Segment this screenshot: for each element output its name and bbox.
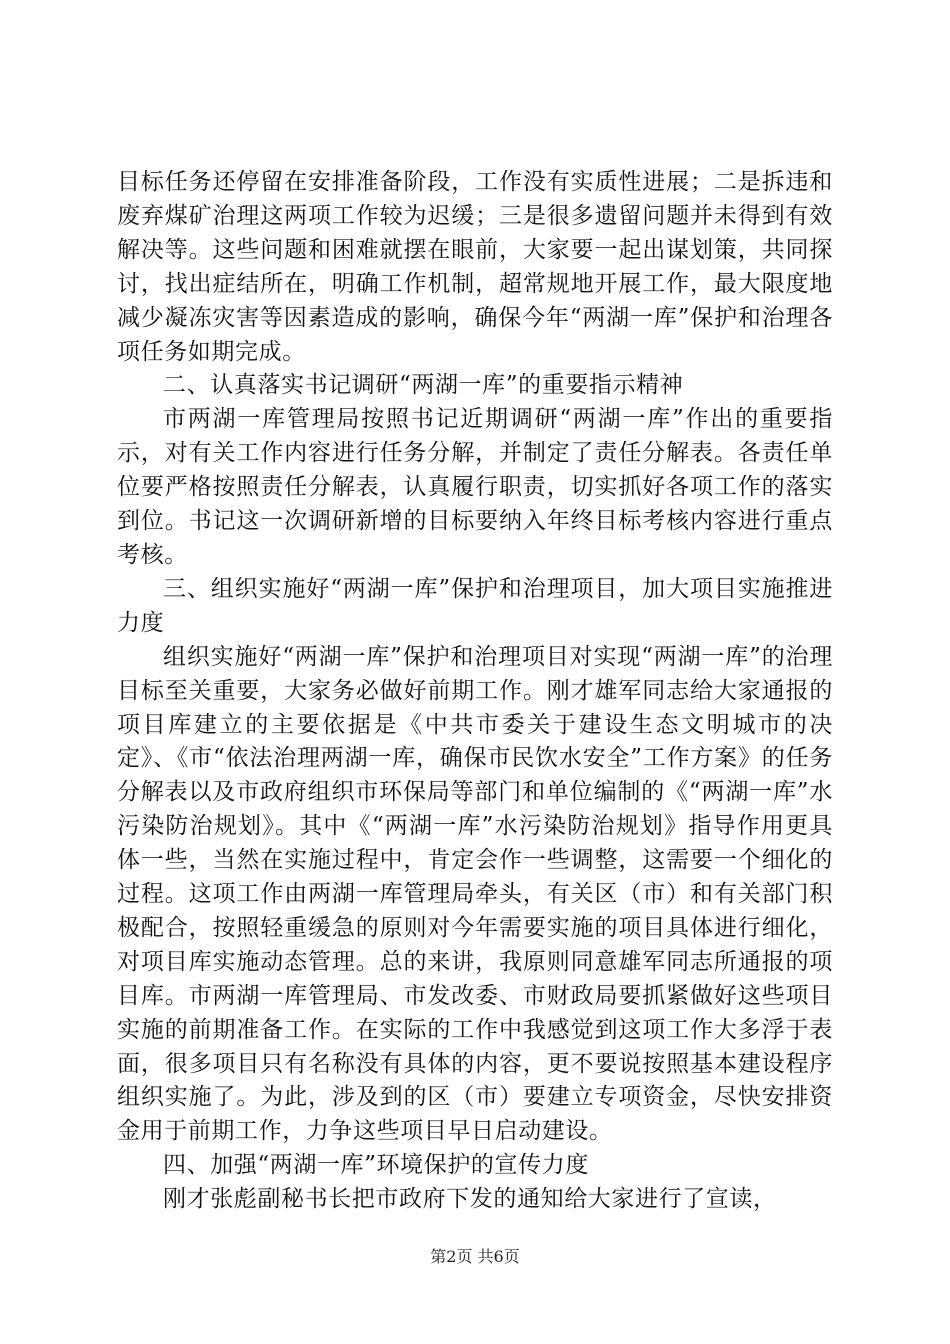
paragraph-section-2: 市两湖一库管理局按照书记近期调研“两湖一库”作出的重要指示，对有关工作内容进行任务分解，并制定了责任分解表。各责任单位要严格按照责任分解表，认真履行职责，切实抓好各项工作的落实到位。书记这一次调研新增的目标要纳入年终目标考核内容进行重点考核。 [117, 406, 833, 568]
paragraph-section-4: 刚才张彪副秘书长把市政府下发的通知给大家进行了宣读， [163, 1186, 777, 1213]
section-heading-4: 四、加强“两湖一库”环境保护的宣传力度 [163, 1152, 589, 1179]
page-number-footer: 第2页 共6页 [430, 1247, 520, 1266]
document-body [117, 166, 833, 1217]
paragraph-continuation: 目标任务还停留在安排准备阶段，工作没有实质性进展；二是拆违和废弃煤矿治理这两项工作较为迟缓；三是很多遗留问题并未得到有效解决等。这些问题和困难就摆在眼前，大家要一起出谋划策，共同探讨，找出症结所在，明确工作机制，超常规地开展工作，最大限度地减少凝冻灾害等因素造成的影响，确保今年“两湖一库”保护和治理各项任务如期完成。 [117, 169, 833, 365]
section-heading-3: 三、组织实施好“两湖一库”保护和治理项目，加大项目实施推进力度 [117, 575, 833, 636]
paragraph-section-3: 组织实施好“两湖一库”保护和治理项目对实现“两湖一库”的治理目标至关重要，大家务必做好前期工作。刚才雄军同志给大家通报的项目库建立的主要依据是《中共市委关于建设生态文明城市的决定》、《市“依法治理两湖一库，确保市民饮水安全”工作方案》的任务分解表以及市政府组织市环保局等部门和单位编制的《“两湖一库”水污染防治规划》。其中《“两湖一库”水污染防治规划》指导作用更具体一些，当然在实施过程中，肯定会作一些调整，这需要一个细化的过程。这项工作由两湖一库管理局牵头，有关区（市）和有关部门积极配合，按照轻重缓急的原则对今年需要实施的项目具体进行细化，对项目库实施动态管理。总的来讲，我原则同意雄军同志所通报的项目库。市两湖一库管理局、市发改委、市财政局要抓紧做好这些项目实施的前期准备工作。在实际的工作中我感觉到这项工作大多浮于表面，很多项目只有名称没有具体的内容，更不要说按照基本建设程序组织实施了。为此，涉及到的区（市）要建立专项资金，尽快安排资金用于前期工作，力争这些项目早日启动建设。 [117, 643, 833, 1145]
section-heading-2: 二、认真落实书记调研“两湖一库”的重要指示精神 [163, 372, 684, 399]
